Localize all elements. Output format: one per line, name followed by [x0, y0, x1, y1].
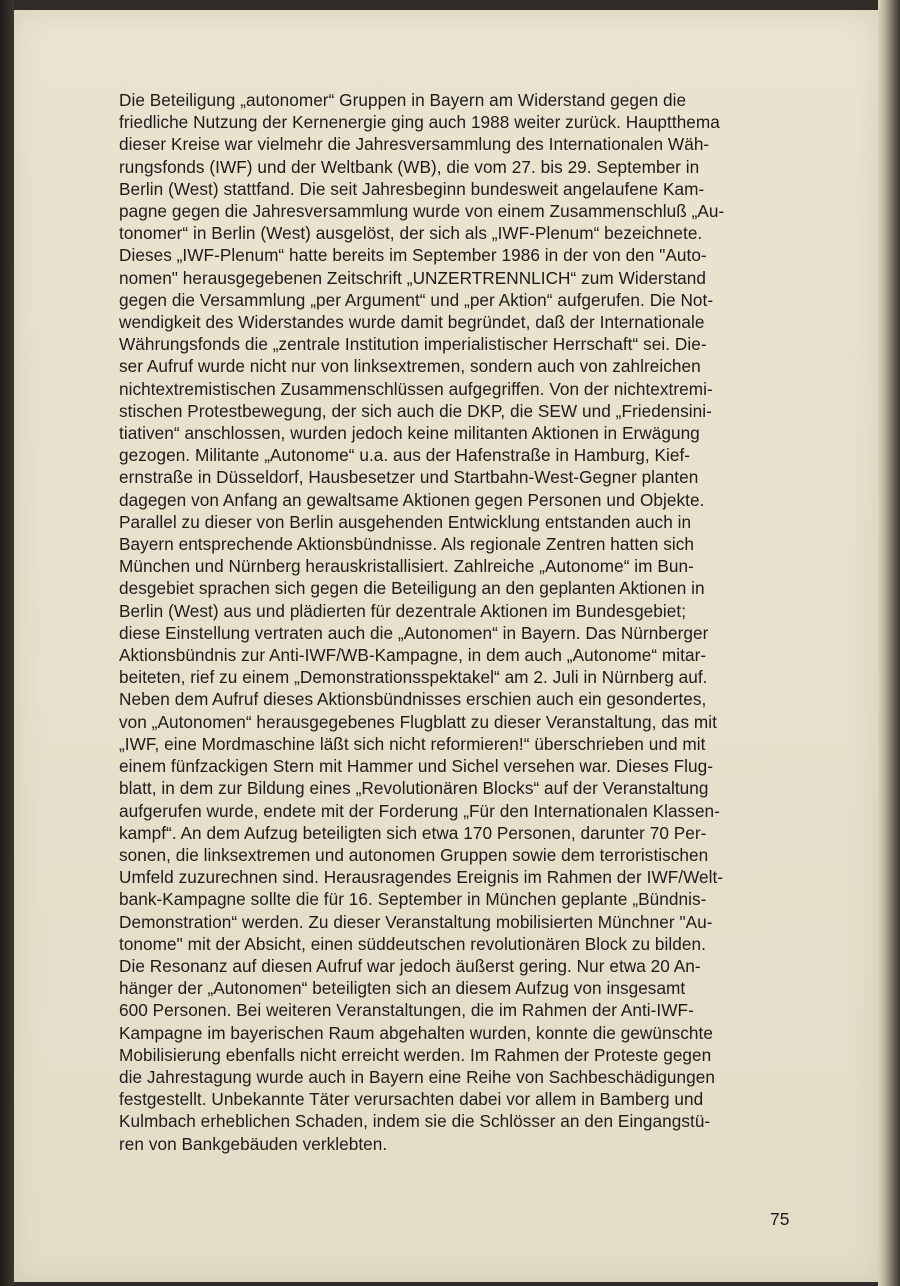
- scan-edge-right: [878, 0, 900, 1286]
- paragraph-1: Die Beteiligung „autonomer“ Gruppen in Bayern am Widerstand gegen die friedliche Nutzung der Kernenergie ging auch 1988 weiter zurück. Hauptthema dieser Kreise war vielmehr die Jahresversammlung des Internationalen Wäh- rungsfonds (IWF) und der Weltbank (WB), die vom 27. bis 29. September in Berlin (West) stattfand. Die seit Jahresbeginn bundesweit angelaufene Kam- pagne gegen die Jahresversammlung wurde von einem Zusammenschluß „Au- tonomer“ in Berlin (West) ausgelöst, der sich als „IWF-Plenum“ bezeichnete. Dieses „IWF-Plenum“ hatte bereits im September 1986 in der von den "Auto- nomen" herausgegebenen Zeitschrift „UNZERTRENNLICH“ zum Widerstand gegen die Versammlung „per Argument“ und „per Aktion“ aufgerufen. Die Not- wendigkeit des Widerstandes wurde damit begründet, daß der Internationale Währungsfonds die „zentrale Institution imperialistischer Herrschaft“ sei. Die- ser Aufruf wurde nicht nur von linksextremen, sondern auch von zahlreichen nichtextremistischen Zusammenschlüssen aufgegriffen. Von der nichtextremi- stischen Protestbewegung, der sich auch die DKP, die SEW und „Friedensini- tiativen“ anschlossen, wurden jedoch keine militanten Aktionen in Erwägung gezogen. Militante „Autonome“ u.a. aus der Hafenstraße in Hamburg, Kief- ernstraße in Düsseldorf, Hausbesetzer und Startbahn-West-Gegner planten dagegen von Anfang an gewaltsame Aktionen gegen Personen und Objekte.: [119, 90, 725, 510]
- paragraph-2: Parallel zu dieser von Berlin ausgehenden Entwicklung entstanden auch in Bayern entsprechende Aktionsbündnisse. Als regionale Zentren hatten sich München und Nürnberg herauskristallisiert. Zahlreiche „Autonome“ im Bun- desgebiet sprachen sich gegen die Beteiligung an den geplanten Aktionen in Berlin (West) aus und plädierten für dezentrale Aktionen im Bundesgebiet; diese Einstellung vertraten auch die „Autonomen“ in Bayern. Das Nürnberger Aktionsbündnis zur Anti-IWF/WB-Kampagne, in dem auch „Autonome“ mitar- beiteten, rief zu einem „Demonstrationsspektakel“ am 2. Juli in Nürnberg auf. Neben dem Aufruf dieses Aktionsbündnisses erschien auch ein gesondertes, von „Autonomen“ herausgegebenes Flugblatt zu dieser Veranstaltung, das mit „IWF, eine Mordmaschine läßt sich nicht reformieren!“ überschrieben und mit einem fünfzackigen Stern mit Hammer und Sichel versehen war. Dieses Flug- blatt, in dem zur Bildung eines „Revolutionären Blocks“ auf der Veranstaltung aufgerufen wurde, endete mit der Forderung „Für den Internationalen Klassen- kampf“. An dem Aufzug beteiligten sich etwa 170 Personen, darunter 70 Per- sonen, die linksextremen und autonomen Gruppen sowie dem terroristischen Umfeld zuzurechnen sind. Herausragendes Ereignis im Rahmen der IWF/Welt- bank-Kampagne sollte die für 16. September in München geplante „Bündnis- Demonstration“ werden. Zu dieser Veranstaltung mobilisierten Münchner "Au- tonome" mit der Absicht, einen süddeutschen revolutionären Block zu bilden. Die Resonanz auf diesen Aufruf war jedoch äußerst gering. Nur etwa 20 An- hänger der „Autonomen“ beteiligten sich an diesem Aufzug von insgesamt 600 Personen. Bei weiteren Veranstaltungen, die im Rahmen der Anti-IWF- Kampagne im bayerischen Raum abgehalten wurden, konnte die gewünschte Mobilisierung ebenfalls nicht erreicht werden. Im Rahmen der Proteste gegen die Jahrestagung wurde auch in Bayern eine Reihe von Sachbeschädigungen festgestellt. Unbekannte Täter verursachten dabei vor allem in Bamberg und Kulmbach erheblichen Schaden, indem sie die Schlösser an den Eingangstü- ren von Bankgebäuden verklebten.: [119, 511, 724, 1154]
- page-number: 75: [770, 1209, 790, 1229]
- scan-edge-left: [0, 0, 14, 1286]
- body-text: [119, 89, 797, 1155]
